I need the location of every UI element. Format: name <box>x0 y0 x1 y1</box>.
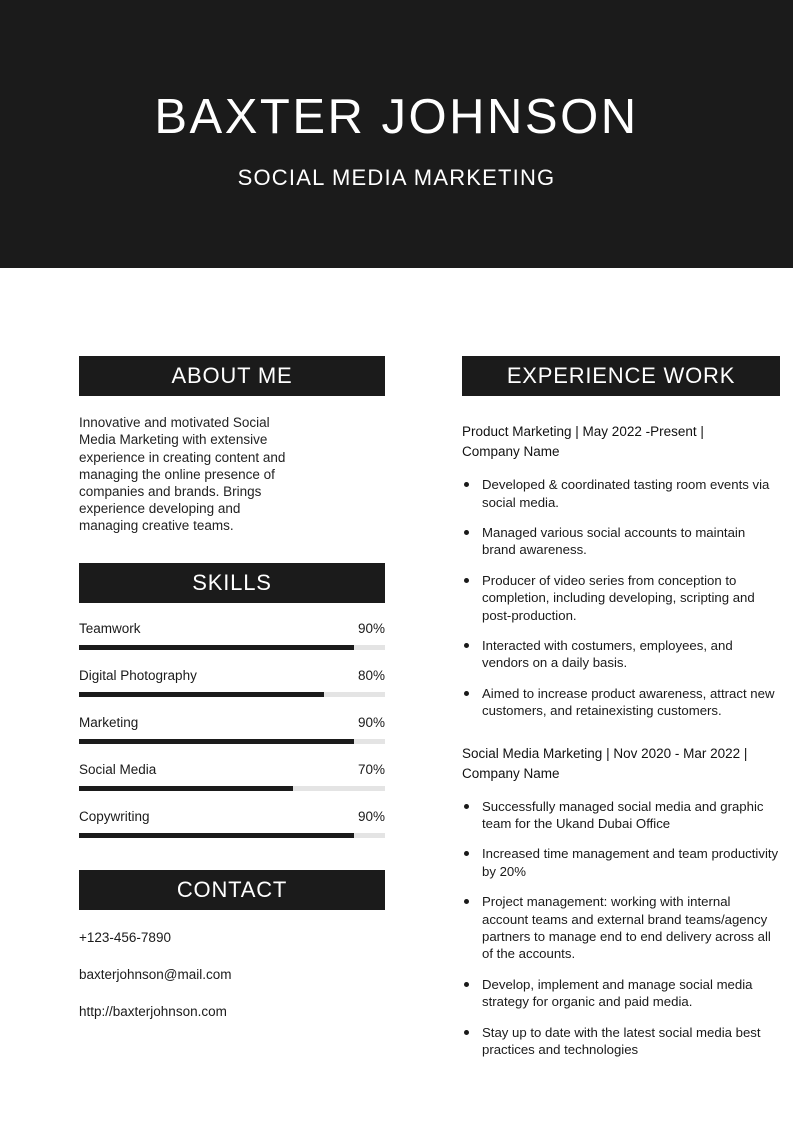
skill-row <box>79 762 385 777</box>
list-item: Aimed to increase product awareness, attract new customers, and retainexisting customers. <box>462 685 780 720</box>
section-title-contact: CONTACT <box>79 870 385 910</box>
skill-track <box>79 645 385 650</box>
skill-label: Marketing <box>79 714 139 730</box>
list-item: Producer of video series from conception to completion, including developing, scripting and post-production. <box>462 572 780 624</box>
skill-label: Teamwork <box>79 620 141 636</box>
list-item: Develop, implement and manage social media strategy for organic and paid media. <box>462 976 780 1011</box>
experience-item <box>462 744 780 1059</box>
list-item: Successfully managed social media and graphic team for the Ukand Dubai Office <box>462 798 780 833</box>
skill-label: Copywriting <box>79 808 150 824</box>
skill-value: 90% <box>357 714 385 730</box>
skill-track <box>79 833 385 838</box>
skill-value: 90% <box>357 808 385 824</box>
contact-email[interactable]: baxterjohnson@mail.com <box>79 966 232 982</box>
skill-label: Digital Photography <box>79 667 197 683</box>
skill-value: 90% <box>357 620 385 636</box>
about-text: Innovative and motivated Social Media Marketing with extensive experience in creating content and managing the online presence of companies and brands. Brings experience developing and managing creative teams. <box>79 415 286 534</box>
skill-track <box>79 786 385 791</box>
section-title-skills: SKILLS <box>79 563 385 603</box>
skill-row <box>79 668 385 683</box>
list-item: Developed & coordinated tasting room events via social media. <box>462 476 780 511</box>
page-title: BAXTER JOHNSON <box>154 90 639 145</box>
experience-heading: Product Marketing | May 2022 -Present | Company Name <box>462 424 704 460</box>
list-item: Project management: working with internal account teams and external brand teams/agency partners to manage end to end delivery across all of the accounts. <box>462 893 780 963</box>
skill-row <box>79 809 385 824</box>
skill-value: 70% <box>357 761 385 777</box>
experience-bullets <box>462 476 780 719</box>
left-column <box>79 356 385 1071</box>
experience-item <box>462 422 780 719</box>
skill-row <box>79 715 385 730</box>
list-item: Interacted with costumers, employees, and vendors on a daily basis. <box>462 637 780 672</box>
skill-fill <box>79 739 354 744</box>
experience-bullets <box>462 798 780 1059</box>
list-item: Increased time management and team productivity by 20% <box>462 845 780 880</box>
skill-fill <box>79 645 354 650</box>
skill-fill <box>79 833 354 838</box>
skills-section <box>79 563 385 838</box>
section-title-about: ABOUT ME <box>79 356 385 396</box>
skill-fill <box>79 692 324 697</box>
header-subtitle: SOCIAL MEDIA MARKETING <box>237 164 556 190</box>
skill-item <box>79 715 385 744</box>
skill-item <box>79 668 385 697</box>
skill-value: 80% <box>357 667 385 683</box>
skill-item <box>79 621 385 650</box>
list-item: Managed various social accounts to maintain brand awareness. <box>462 524 780 559</box>
skill-item <box>79 762 385 791</box>
skill-label: Social Media <box>79 761 157 777</box>
resume-header <box>0 0 793 268</box>
right-column <box>462 356 780 1071</box>
skill-fill <box>79 786 293 791</box>
skill-row <box>79 621 385 636</box>
section-title-experience: EXPERIENCE WORK <box>462 356 780 396</box>
contact-phone[interactable]: +123-456-7890 <box>79 929 171 945</box>
skill-track <box>79 692 385 697</box>
contact-list <box>79 930 385 1019</box>
skill-track <box>79 739 385 744</box>
contact-website[interactable]: http://baxterjohnson.com <box>79 1003 227 1019</box>
experience-heading: Social Media Marketing | Nov 2020 - Mar 2022 | Company Name <box>462 745 748 781</box>
skill-item <box>79 809 385 838</box>
contact-section <box>79 870 385 1019</box>
list-item: Stay up to date with the latest social media best practices and technologies <box>462 1024 780 1059</box>
resume-body <box>0 268 793 1071</box>
